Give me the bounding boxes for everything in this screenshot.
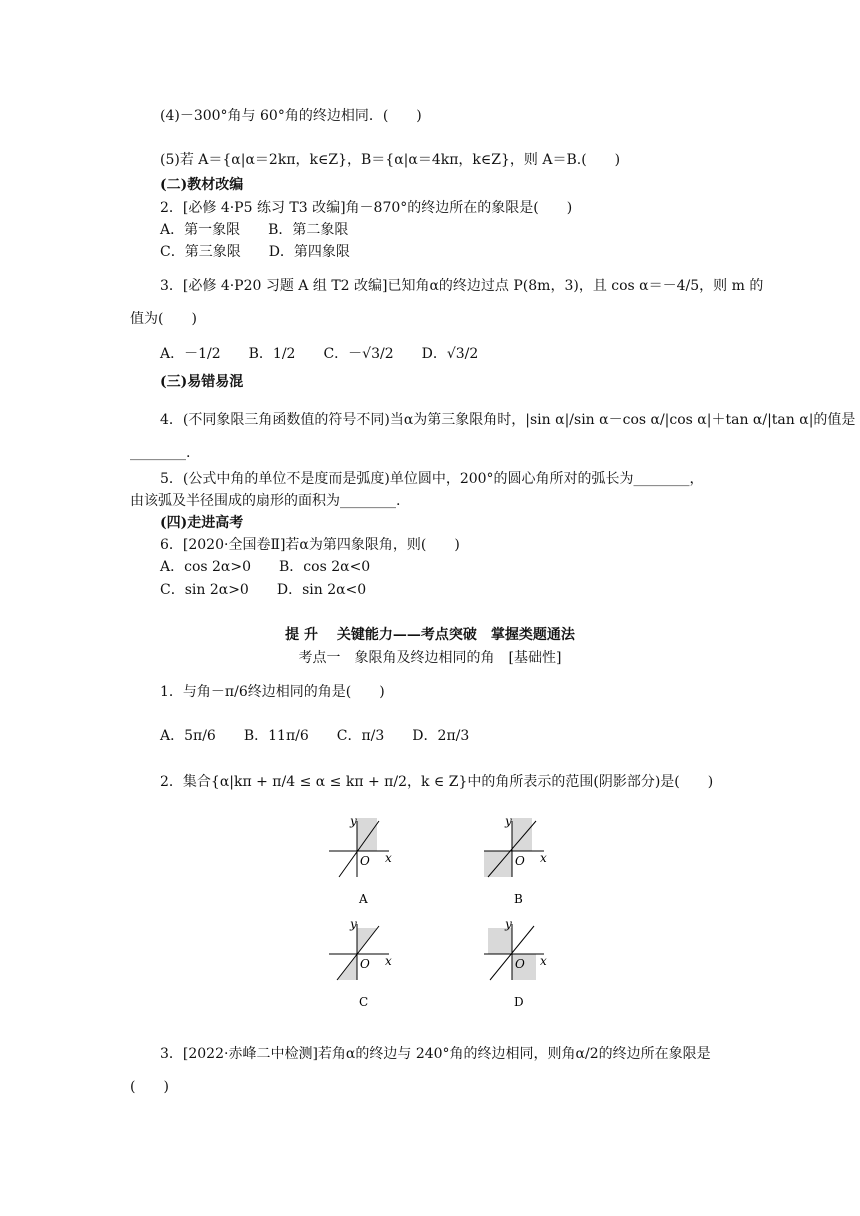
options-row: C．第三象限 D．第四象限 <box>160 244 350 260</box>
origin-label: O <box>360 957 370 971</box>
origin-label: O <box>515 957 525 971</box>
question-3b: 3．[2022·赤峰二中检测]若角α的终边与 240°角的终边相同，则角α/2的终边所在象限是 <box>160 1046 711 1062</box>
question-1: 1．与角－π/6终边相同的角是( ) <box>160 684 385 700</box>
item-4: (4)－300°角与 60°角的终边相同．( ) <box>160 108 422 124</box>
x-label: x <box>540 851 547 865</box>
options-row: A．5π/6 B．11π/6 C．π/3 D．2π/3 <box>160 728 470 744</box>
figure-label: B <box>514 892 523 906</box>
figure-label: A <box>359 892 368 906</box>
question-5-cont: 由该弧及半径围成的扇形的面积为________. <box>130 493 401 509</box>
question-3-cont: 值为( ) <box>130 311 197 327</box>
question-3b-cont: ( ) <box>130 1079 169 1095</box>
shaded-region <box>357 818 377 851</box>
options-row: A．cos 2α>0 B．cos 2α<0 <box>160 559 371 575</box>
question-6: 6．[2020·全国卷Ⅱ]若α为第四象限角，则( ) <box>160 537 460 553</box>
question-5: 5．(公式中角的单位不是度而是弧度)单位圆中，200°的圆心角所对的弧长为________， <box>160 471 704 487</box>
section-title: 提 升 关键能力——考点突破 掌握类题通法 <box>285 627 575 643</box>
figure-d <box>480 918 570 1018</box>
question-3: 3．[必修 4·P20 习题 A 组 T2 改编]已知角α的终边过点 P(8m，3)，且 cos α＝－4/5，则 m 的 <box>160 278 764 294</box>
figure-label: D <box>514 995 524 1009</box>
origin-label: O <box>515 854 525 868</box>
options-row: C．sin 2α>0 D．sin 2α<0 <box>160 582 367 598</box>
figure-label: C <box>359 995 369 1009</box>
shaded-region <box>484 851 512 877</box>
y-label: y <box>350 918 357 931</box>
question-4: 4．(不同象限三角函数值的符号不同)当α为第三象限角时，|sin α|/sin α－cos α/|cos α|＋tan α/|tan α|的值是 <box>160 412 856 428</box>
figure-c <box>325 918 415 1018</box>
question-2: 2．[必修 4·P5 练习 T3 改编]角－870°的终边所在的象限是( ) <box>160 200 573 216</box>
item-5: (5)若 A＝{α|α＝2kπ，k∈Z}，B＝{α|α＝4kπ，k∈Z}，则 A＝B.( ) <box>160 152 621 168</box>
question-4-blank: ________. <box>130 445 191 461</box>
x-label: x <box>385 851 392 865</box>
shaded-region <box>488 928 512 954</box>
section-heading: (四)走进高考 <box>160 515 244 531</box>
figure-a <box>325 815 415 915</box>
y-label: y <box>505 815 512 828</box>
options-row: A．－1/2 B．1/2 C．－√3/2 D．√3/2 <box>160 346 479 362</box>
x-label: x <box>385 954 392 968</box>
x-label: x <box>540 954 547 968</box>
section-heading: (三)易错易混 <box>160 374 244 390</box>
section-heading: (二)教材改编 <box>160 177 244 193</box>
y-label: y <box>505 918 512 931</box>
subsection-title: 考点一 象限角及终边相同的角 [基础性] <box>298 650 562 666</box>
y-label: y <box>350 815 357 828</box>
figure-b <box>480 815 570 915</box>
options-row: A．第一象限 B．第二象限 <box>160 222 349 238</box>
origin-label: O <box>360 854 370 868</box>
question-2b: 2．集合{α|kπ + π/4 ≤ α ≤ kπ + π/2，k ∈ Z}中的角所表示的范围(阴影部分)是( ) <box>160 774 714 790</box>
